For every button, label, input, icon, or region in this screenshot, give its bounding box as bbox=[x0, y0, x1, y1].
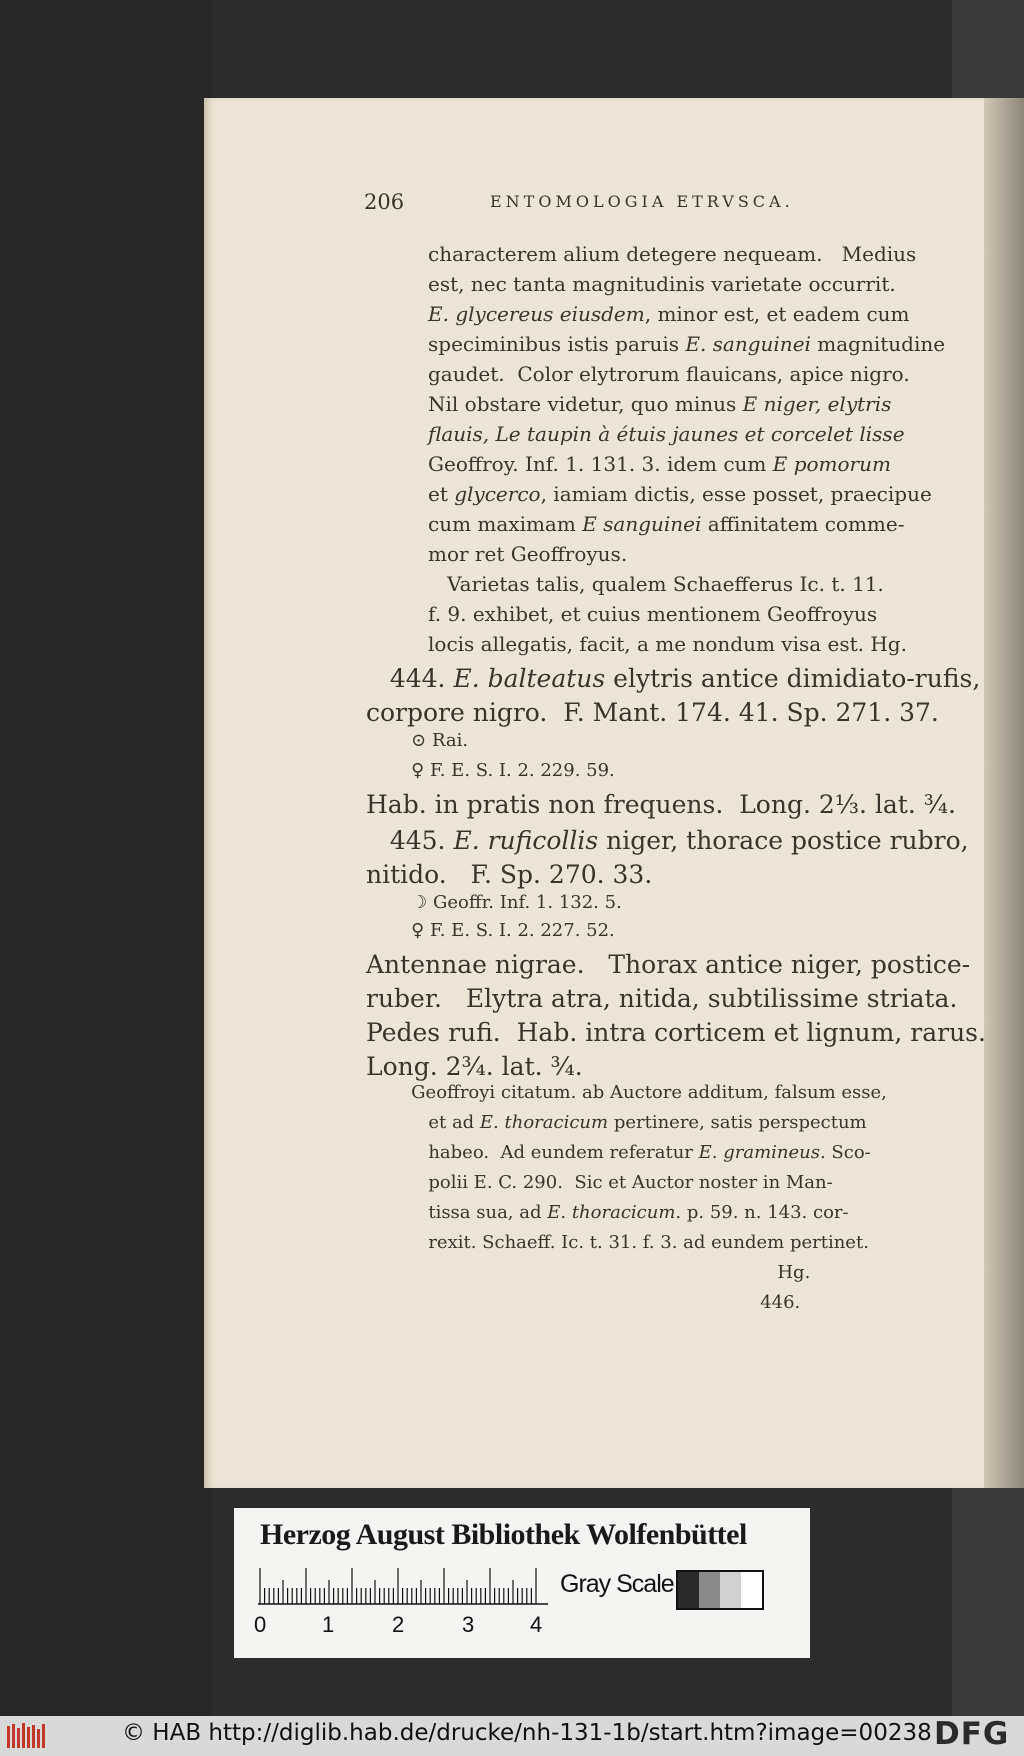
text-line: flauis, Le taupin à étuis jaunes et corcelet lisse bbox=[428, 422, 905, 446]
gray-patch bbox=[720, 1572, 741, 1608]
scale-number: 0 bbox=[254, 1612, 267, 1637]
text-line: Hab. in pratis non frequens. Long. 2⅓. lat. ¾. bbox=[366, 790, 956, 819]
text-line: E. glycereus eiusdem, minor est, et eadem cum bbox=[428, 302, 910, 326]
text-line: Geoffroyi citatum. ab Auctore additum, falsum esse, bbox=[394, 1082, 887, 1103]
page-edge bbox=[984, 98, 1024, 1488]
footer-citation[interactable]: © HAB http://diglib.hab.de/drucke/nh-131-1b/start.htm?image=00238 bbox=[122, 1720, 932, 1746]
text-line: 444. E. balteatus elytris antice dimidiato-rufis, bbox=[366, 664, 981, 693]
text-line: locis allegatis, facit, a me nondum visa est. Hg. bbox=[428, 632, 907, 656]
gray-patch bbox=[699, 1572, 720, 1608]
running-title: ENTOMOLOGIA ETRVSCA. bbox=[490, 192, 794, 211]
gray-patch bbox=[741, 1572, 762, 1608]
text-line: Geoffroy. Inf. 1. 131. 3. idem cum E pomorum bbox=[428, 452, 891, 476]
gray-patch bbox=[678, 1572, 699, 1608]
text-line: ruber. Elytra atra, nitida, subtilissime striata. bbox=[366, 984, 958, 1013]
scale-number: 2 bbox=[392, 1612, 405, 1637]
gray-scale-label: Gray Scale bbox=[560, 1570, 674, 1598]
text-line: ⊙ Rai. bbox=[394, 730, 469, 751]
scale-number: 4 bbox=[530, 1612, 543, 1637]
hab-logo-icon bbox=[6, 1722, 46, 1750]
text-line: Antennae nigrae. Thorax antice niger, postice- bbox=[366, 950, 971, 979]
library-title: Herzog August Bibliothek Wolfenbüttel bbox=[260, 1518, 747, 1551]
text-line: est, nec tanta magnitudinis varietate occurrit. bbox=[428, 272, 896, 296]
scale-number: 3 bbox=[462, 1612, 475, 1637]
text-line: ♀ F. E. S. I. 2. 229. 59. bbox=[394, 760, 615, 781]
text-line: et ad E. thoracicum pertinere, satis perspectum bbox=[394, 1112, 867, 1133]
text-line: mor ret Geoffroyus. bbox=[428, 542, 628, 566]
text-line: Pedes rufi. Hab. intra corticem et lignum, rarus. bbox=[366, 1018, 986, 1047]
text-line: Hg. bbox=[394, 1262, 811, 1283]
text-line: 446. bbox=[394, 1292, 801, 1313]
text-line: Varietas talis, qualem Schaefferus Ic. t. 11. bbox=[428, 572, 884, 596]
text-line: rexit. Schaeff. Ic. t. 31. f. 3. ad eundem pertinet. bbox=[394, 1232, 869, 1253]
text-line: 445. E. ruficollis niger, thorace postice rubro, bbox=[366, 826, 969, 855]
text-line: habeo. Ad eundem referatur E. gramineus. Sco- bbox=[394, 1142, 871, 1163]
text-line: ♀ F. E. S. I. 2. 227. 52. bbox=[394, 920, 615, 941]
text-line: cum maximam E sanguinei affinitatem comme- bbox=[428, 512, 905, 536]
text-line: speciminibus istis paruis E. sanguinei magnitudine bbox=[428, 332, 946, 356]
scan-background-left bbox=[0, 0, 212, 1716]
text-line: gaudet. Color elytrorum flauicans, apice nigro. bbox=[428, 362, 910, 386]
text-line: Nil obstare videtur, quo minus E niger, elytris bbox=[428, 392, 892, 416]
text-line: ☽ Geoffr. Inf. 1. 132. 5. bbox=[394, 892, 622, 913]
text-line: tissa sua, ad E. thoracicum. p. 59. n. 143. cor- bbox=[394, 1202, 849, 1223]
text-line: polii E. C. 290. Sic et Auctor noster in Man- bbox=[394, 1172, 833, 1193]
text-line: et glycerco, iamiam dictis, esse posset, praecipue bbox=[428, 482, 932, 506]
text-line: Long. 2¾. lat. ¾. bbox=[366, 1052, 583, 1081]
text-line: nitido. F. Sp. 270. 33. bbox=[366, 860, 653, 889]
text-line: characterem alium detegere nequeam. Medius bbox=[428, 242, 917, 266]
scale-number: 1 bbox=[322, 1612, 335, 1637]
page-number: 206 bbox=[364, 190, 405, 214]
text-line: corpore nigro. F. Mant. 174. 41. Sp. 271. 37. bbox=[366, 698, 939, 727]
ruler bbox=[258, 1568, 558, 1606]
gray-scale-patches bbox=[676, 1570, 764, 1610]
text-line: f. 9. exhibet, et cuius mentionem Geoffroyus bbox=[428, 602, 878, 626]
dfg-logo: DFG bbox=[934, 1716, 1010, 1752]
